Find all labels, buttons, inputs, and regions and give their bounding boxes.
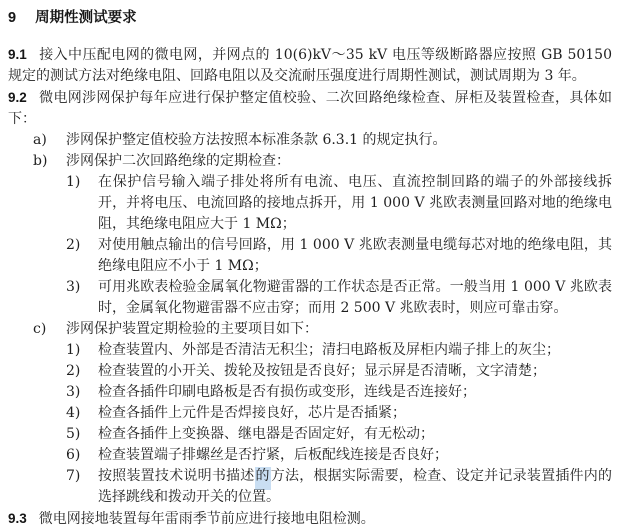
list-item-c-6 bbox=[8, 445, 612, 466]
list-item-c bbox=[8, 319, 612, 340]
item-c-3-text: 检查各插件印刷电路板是否有损伤或变形，连线是否连接好； bbox=[98, 384, 476, 400]
item-c-2-text: 检查装置的小开关、拨轮及按钮是否良好；显示屏是否清晰，文字清楚； bbox=[98, 363, 546, 379]
item-b-1-text: 在保护信号输入端子排处将所有电流、电压、直流控制回路的端子的外部接线拆开，并将电压、电流回路的接地点拆开，用 1 000 V 兆欧表测量回路对地的绝缘电阻，其绝缘电阻应大于 1 MΩ； bbox=[98, 174, 612, 232]
list-item-c-5 bbox=[8, 424, 612, 445]
item-c-4-label: 4) bbox=[66, 405, 81, 421]
item-b-2-label: 2) bbox=[66, 237, 81, 253]
item-a-label: a) bbox=[33, 132, 47, 148]
list-item-c-3 bbox=[8, 382, 612, 403]
section-number: 9 bbox=[8, 10, 17, 26]
item-c-7-text bbox=[98, 466, 612, 508]
list-item-b bbox=[8, 151, 612, 172]
item-a-text: 涉网保护整定值校验方法按照本标准条款 6.3.1 的规定执行。 bbox=[66, 132, 447, 148]
item-c-4-text: 检查各插件上元件是否焊接良好，芯片是否插紧； bbox=[98, 405, 406, 421]
section-heading bbox=[8, 8, 612, 29]
list-item-b-2 bbox=[8, 235, 612, 277]
clause-9-2-number: 9.2 bbox=[8, 90, 27, 105]
item-c-text: 涉网保护装置定期检验的主要项目如下： bbox=[66, 321, 318, 337]
item-c-1-text: 检查装置内、外部是否清洁无积尘；清扫电路板及屏柜内端子排上的灰尘； bbox=[98, 342, 560, 358]
list-item-a bbox=[8, 130, 612, 151]
clause-9-3 bbox=[8, 508, 612, 530]
item-b-text: 涉网保护二次回路绝缘的定期检查： bbox=[66, 153, 290, 169]
item-c-6-text: 检查装置端子排螺丝是否拧紧，后板配线连接是否良好； bbox=[98, 447, 448, 463]
clause-9-1-text: 接入中压配电网的微电网，并网点的 10(6)kV～35 kV 电压等级断路器应按照 GB 50150 规定的测试方法对绝缘电阻、回路电阻以及交流耐压强度进行周期性测试，测试周期为 3 年。 bbox=[8, 47, 612, 84]
clause-9-3-number: 9.3 bbox=[8, 511, 27, 526]
item-c-5-label: 5) bbox=[66, 426, 81, 442]
clause-9-1 bbox=[8, 44, 612, 87]
item-b-label: b) bbox=[33, 153, 48, 169]
item-c-7-label: 7) bbox=[66, 468, 81, 484]
list-item-b-1 bbox=[8, 172, 612, 235]
section-title: 周期性测试要求 bbox=[35, 10, 137, 26]
list-item-c-1 bbox=[8, 340, 612, 361]
item-c-5-text: 检查各插件上变换器、继电器是否固定好，有无松动； bbox=[98, 426, 434, 442]
item-c-label: c) bbox=[33, 321, 47, 337]
item-b-3-text: 可用兆欧表检验金属氧化物避雷器的工作状态是否正常。一般当用 1 000 V 兆欧表时，金属氧化物避雷器不应击穿；而用 2 500 V 兆欧表时，则应可靠击穿。 bbox=[98, 279, 612, 316]
clause-9-3-text: 微电网接地装置每年雷雨季节前应进行接地电阻检测。 bbox=[38, 511, 375, 527]
item-b-1-label: 1) bbox=[66, 174, 81, 190]
list-item-c-4 bbox=[8, 403, 612, 424]
clause-9-2 bbox=[8, 87, 612, 130]
item-b-3-label: 3) bbox=[66, 279, 81, 295]
item-c-3-label: 3) bbox=[66, 384, 81, 400]
item-c-7-text-before: 按照装置技术说明书描述 bbox=[98, 468, 255, 484]
list-item-c-7 bbox=[8, 466, 612, 508]
item-c-1-label: 1) bbox=[66, 342, 81, 358]
clause-9-1-number: 9.1 bbox=[8, 47, 27, 62]
item-c-2-label: 2) bbox=[66, 363, 81, 379]
list-item-b-3 bbox=[8, 277, 612, 319]
list-item-c-2 bbox=[8, 361, 612, 382]
selected-text: 的 bbox=[255, 467, 271, 490]
clause-9-2-text: 微电网涉网保护每年应进行保护整定值校验、二次回路绝缘检查、屏柜及装置检查，具体如下： bbox=[8, 90, 612, 127]
item-c-6-label: 6) bbox=[66, 447, 81, 463]
item-c-7-text-after: 方法，根据实际需要，检查、设定并记录装置插件内的选择跳线和拨动开关的位置。 bbox=[98, 468, 613, 505]
item-b-2-text: 对使用触点输出的信号回路，用 1 000 V 兆欧表测量电缆每芯对地的绝缘电阻，其绝缘电阻应不小于 1 MΩ； bbox=[98, 237, 612, 274]
